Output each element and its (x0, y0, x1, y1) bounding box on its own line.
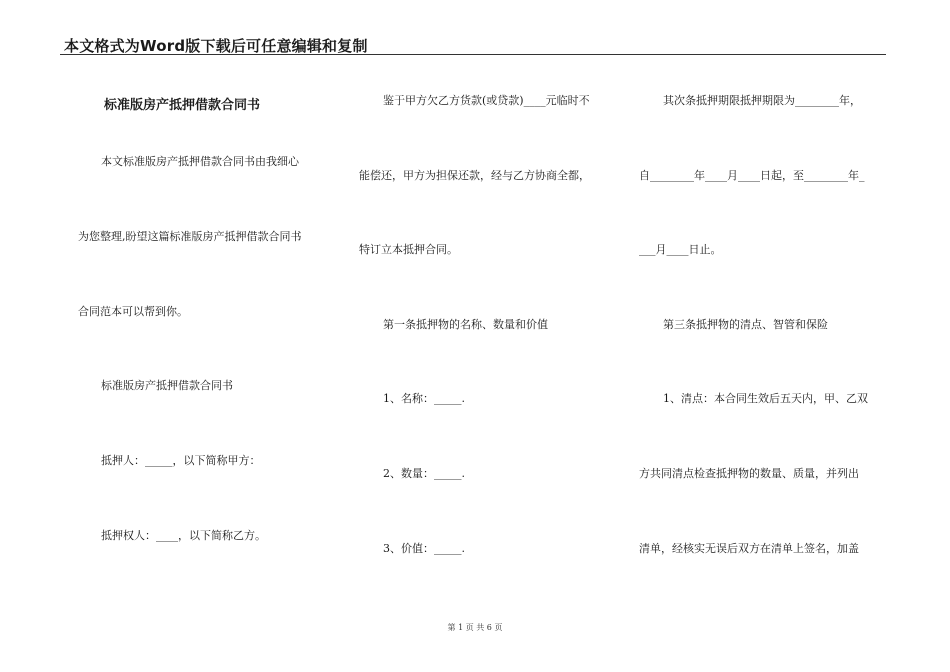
middle-text-line: 第一条抵押物的名称、数量和价值 (383, 318, 548, 331)
header-divider (60, 54, 886, 55)
contract-title: 标准版房产抵押借款合同书 (104, 98, 261, 113)
right-text-line: 方共同清点检查抵押物的数量、质量，并列出 (639, 467, 859, 480)
left-text-line: 合同范本可以帮到你。 (78, 305, 188, 318)
left-text-line: 本文标准版房产抵押借款合同书由我细心 (101, 155, 299, 168)
left-text-line: 为您整理,盼望这篇标准版房产抵押借款合同书 (78, 230, 302, 243)
right-text-line: 自________年____月____日起，至________年_ (639, 169, 865, 182)
document-header-title: 本文格式为Word版下载后可任意编辑和复制 (64, 37, 368, 55)
left-text-line: 抵押权人：____，以下简称乙方。 (101, 529, 266, 542)
right-text-line: 第三条抵押物的清点、智管和保险 (663, 318, 828, 331)
right-text-line: 清单，经核实无误后双方在清单上签名，加盖 (639, 542, 859, 555)
left-text-line: 抵押人：_____，以下简称甲方： (101, 454, 261, 467)
middle-text-line: 3、价值：_____. (383, 542, 465, 555)
middle-text-line: 能偿还，甲方为担保还款，经与乙方协商全都， (359, 169, 590, 182)
middle-text-line: 2、数量：_____. (383, 467, 465, 480)
middle-text-line: 鉴于甲方欠乙方货款(或贷款)____元临时不 (383, 94, 590, 107)
right-text-line: 其次条抵押期限抵押期限为________年， (663, 94, 861, 107)
left-text-line: 标准版房产抵押借款合同书 (101, 379, 233, 392)
middle-text-line: 1、名称：_____. (383, 392, 465, 405)
page-number-footer: 第 1 页 共 6 页 (447, 623, 503, 632)
right-text-line: 1、清点：本合同生效后五天内，甲、乙双 (663, 392, 868, 405)
middle-text-line: 特订立本抵押合同。 (359, 243, 458, 256)
right-text-line: ___月____日止。 (639, 243, 722, 256)
